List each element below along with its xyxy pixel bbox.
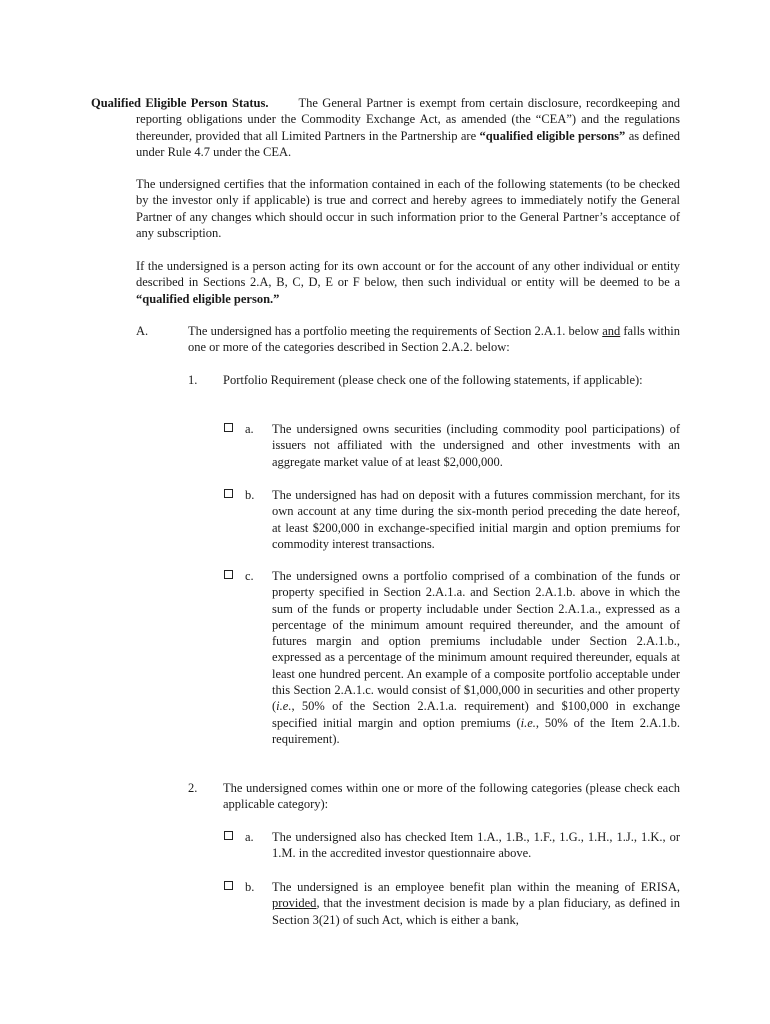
item-1c-text-1: The undersigned owns a portfolio comprised of a combination of the funds or property specified in Section 2.A.1.a. and Section 2.A.1.b. above in which the sum of the funds or property includable under Section 2.A.1.a., expressed as a percentage of the minimum amount required thereunder, and the amount of futures margin and option premiums includable under Section 2.A.1.b., expressed as a percentage of the minimum amount required thereunder, equals at least one hundred percent. An example of a composite portfolio acceptable under this Section 2.A.1.c. would consist of $1,000,000 in securities and other property ( — [272, 569, 680, 714]
item-2b-marker: b. — [245, 880, 255, 894]
item-2-paragraph: The undersigned comes within one or more of the following categories (please check each applicable category): — [223, 781, 680, 812]
item-2a-paragraph: The undersigned also has checked Item 1.A., 1.B., 1.F., 1.G., 1.H., 1.J., 1.K., or 1.M. in the accredited investor questionnaire above. — [272, 830, 680, 861]
item-2b-paragraph — [272, 879, 680, 928]
item-2b-text-1: The undersigned is an employee benefit plan within the meaning of ERISA, — [272, 880, 680, 894]
item-2a-checkbox[interactable] — [224, 831, 233, 840]
certification-paragraph: The undersigned certifies that the information contained in each of the following statements (to be checked by the investor only if applicable) is true and correct and hereby agrees to immediately notify the General Partner of any changes which should occur in such information prior to the General Partner’s acceptance of any subscription. — [136, 177, 680, 240]
item-1-marker: 1. — [188, 373, 198, 387]
qep-intro-bold-term: “qualified eligible person.” — [136, 291, 280, 306]
item-1a-marker: a. — [245, 422, 254, 436]
item-1c-ie-2: i.e. — [520, 715, 536, 730]
item-2-marker: 2. — [188, 781, 198, 795]
qep-status-paragraph — [91, 95, 680, 160]
section-a-marker: A. — [136, 324, 149, 338]
item-1b-checkbox[interactable] — [224, 489, 233, 498]
qep-intro-paragraph — [136, 258, 680, 307]
section-a-text-1: The undersigned has a portfolio meeting the requirements of Section 2.A.1. below — [188, 324, 603, 338]
section-a-text-2: falls within one or more of the categories described in Section 2.A.2. below: — [188, 324, 680, 355]
item-1c-paragraph — [272, 568, 680, 747]
item-1b-paragraph: The undersigned has had on deposit with a futures commission merchant, for its own account at any time during the six-month period preceding the date hereof, at least $200,000 in exchange-specified initial margin and option premiums for commodity interest transactions. — [272, 488, 680, 551]
qep-status-text-1: The General Partner is exempt from certain disclosure, recordkeeping and reporting obligations under the Commodity Exchange Act, as amended (the “CEA”) and the regulations thereunder, provided that all Limited Partners in the Partnership are — [136, 96, 680, 143]
item-2b-text-2: , that the investment decision is made by a plan fiduciary, as defined in Section 3(21) of such Act, which is either a bank, — [272, 896, 680, 927]
item-1c-text-3: , 50% of the Item 2.A.1.b. requirement). — [272, 715, 680, 746]
item-1c-ie-1: i.e. — [276, 699, 292, 714]
qep-intro-text: If the undersigned is a person acting for its own account or for the account of any other individual or entity described in Sections 2.A, B, C, D, E or F below, then such individual or entity will be deemed to be a — [136, 259, 680, 290]
item-1-paragraph: Portfolio Requirement (please check one of the following statements, if applicable): — [223, 373, 643, 387]
item-1a-checkbox[interactable] — [224, 423, 233, 432]
item-1c-text-2: , 50% of the Section 2.A.1.a. requirement) and $100,000 in exchange specified initial margin and option premiums ( — [272, 699, 680, 730]
item-1c-checkbox[interactable] — [224, 570, 233, 579]
item-2b-checkbox[interactable] — [224, 881, 233, 890]
qep-bold-term: “qualified eligible persons” — [479, 128, 626, 143]
item-2a-marker: a. — [245, 830, 254, 844]
item-1c-marker: c. — [245, 569, 254, 583]
item-1b-marker: b. — [245, 488, 255, 502]
item-2b-underlined: provided — [272, 896, 317, 911]
section-a-underlined: and — [602, 324, 621, 338]
qep-status-heading: Qualified Eligible Person Status. — [91, 96, 269, 110]
qep-status-text-2: as defined under Rule 4.7 under the CEA. — [136, 128, 680, 159]
item-1a-paragraph: The undersigned owns securities (including commodity pool participations) of issuers not affiliated with the undersigned and other investments with an aggregate market value of at least $2,000,000. — [272, 422, 680, 469]
section-a-paragraph — [188, 323, 680, 356]
